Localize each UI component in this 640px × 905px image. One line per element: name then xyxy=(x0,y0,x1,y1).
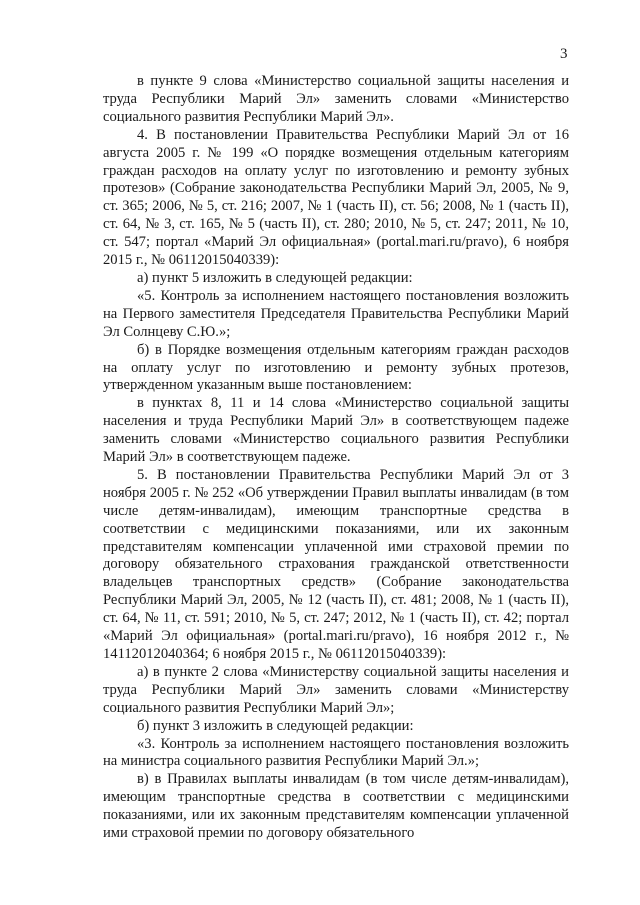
paragraph-4: «5. Контроль за исполнением настоящего постановления возложить на Первого заместителя Председателя Правительства Республики Марий Эл Солнцеву С.Ю.»; xyxy=(103,287,569,340)
paragraph-11: в) в Правилах выплаты инвалидам (в том числе детям-инвалидам), имеющим транспортные средства в соответствии с медицинскими показаниями, или их законным представителям компенсации уплаченной ими страховой премии по договору обязательного xyxy=(103,771,569,842)
paragraph-6: в пунктах 8, 11 и 14 слова «Министерство социальной защиты населения и труда Республики Марий Эл» в соответствующем падеже заменить словами «Министерство социального развития Республики Марий Эл» в соответствующем падеже. xyxy=(103,395,569,466)
paragraph-1: в пункте 9 слова «Министерство социальной защиты населения и труда Республики Марий Эл» заменить словами «Министерство социального развития Республики Марий Эл». xyxy=(103,73,569,125)
paragraph-7: 5. В постановлении Правительства Республики Марий Эл от 3 ноября 2005 г. № 252 «Об утверждении Правил выплаты инвалидам (в том числе детям-инвалидам), имеющим транспортные средства в соответствии с медицинскими показаниями, или их законным представителям компенсации уплаченной ими страховой премии по договору обязательного страхования гражданской ответственности владельцев транспортных средств» (Собрание законодательства Республики Марий Эл, 2005, № 12 (часть II), ст. 481; 2008, № 1 (часть II), ст. 64, № 11, ст. 591; 2010, № 5, ст. 247; 2012, № 1 (часть II), ст. 42; портал «Марий Эл официальная» (portal.mari.ru/pravo), 16 ноября 2012 г., № 14112012040364; 6 ноября 2015 г., № 06112015040339): xyxy=(103,466,569,662)
paragraph-9: б) пункт 3 изложить в следующей редакции: xyxy=(137,717,414,734)
paragraph-5: б) в Порядке возмещения отдельным категориям граждан расходов на оплату услуг по изготовлению и ремонту зубных протезов, утвержденном указанным выше постановлением: xyxy=(103,341,569,394)
document-body xyxy=(103,73,569,843)
paragraph-8: а) в пункте 2 слова «Министерству социальной защиты населения и труда Республики Марий Эл» заменить словами «Министерству социального развития Республики Марий Эл»; xyxy=(103,663,569,716)
paragraph-2: 4. В постановлении Правительства Республики Марий Эл от 16 августа 2005 г. № 199 «О порядке возмещения отдельным категориям граждан расходов на оплату услуг по изготовлению и ремонту зубных протезов» (Собрание законодательства Республики Марий Эл, 2005, № 9, ст. 365; 2006, № 5, ст. 216; 2007, № 1 (часть II), ст. 56; 2008, № 1 (часть II), ст. 64, № 3, ст. 165, № 5 (часть II), ст. 280; 2010, № 5, ст. 247; 2011, № 10, ст. 547; портал «Марий Эл официальная» (portal.mari.ru/pravo), 6 ноября 2015 г., № 06112015040339): xyxy=(103,126,569,269)
paragraph-10: «3. Контроль за исполнением настоящего постановления возложить на министра социального развития Республики Марий Эл.»; xyxy=(103,735,569,770)
page-number: 3 xyxy=(560,46,568,62)
paragraph-3: а) пункт 5 изложить в следующей редакции: xyxy=(137,269,413,286)
